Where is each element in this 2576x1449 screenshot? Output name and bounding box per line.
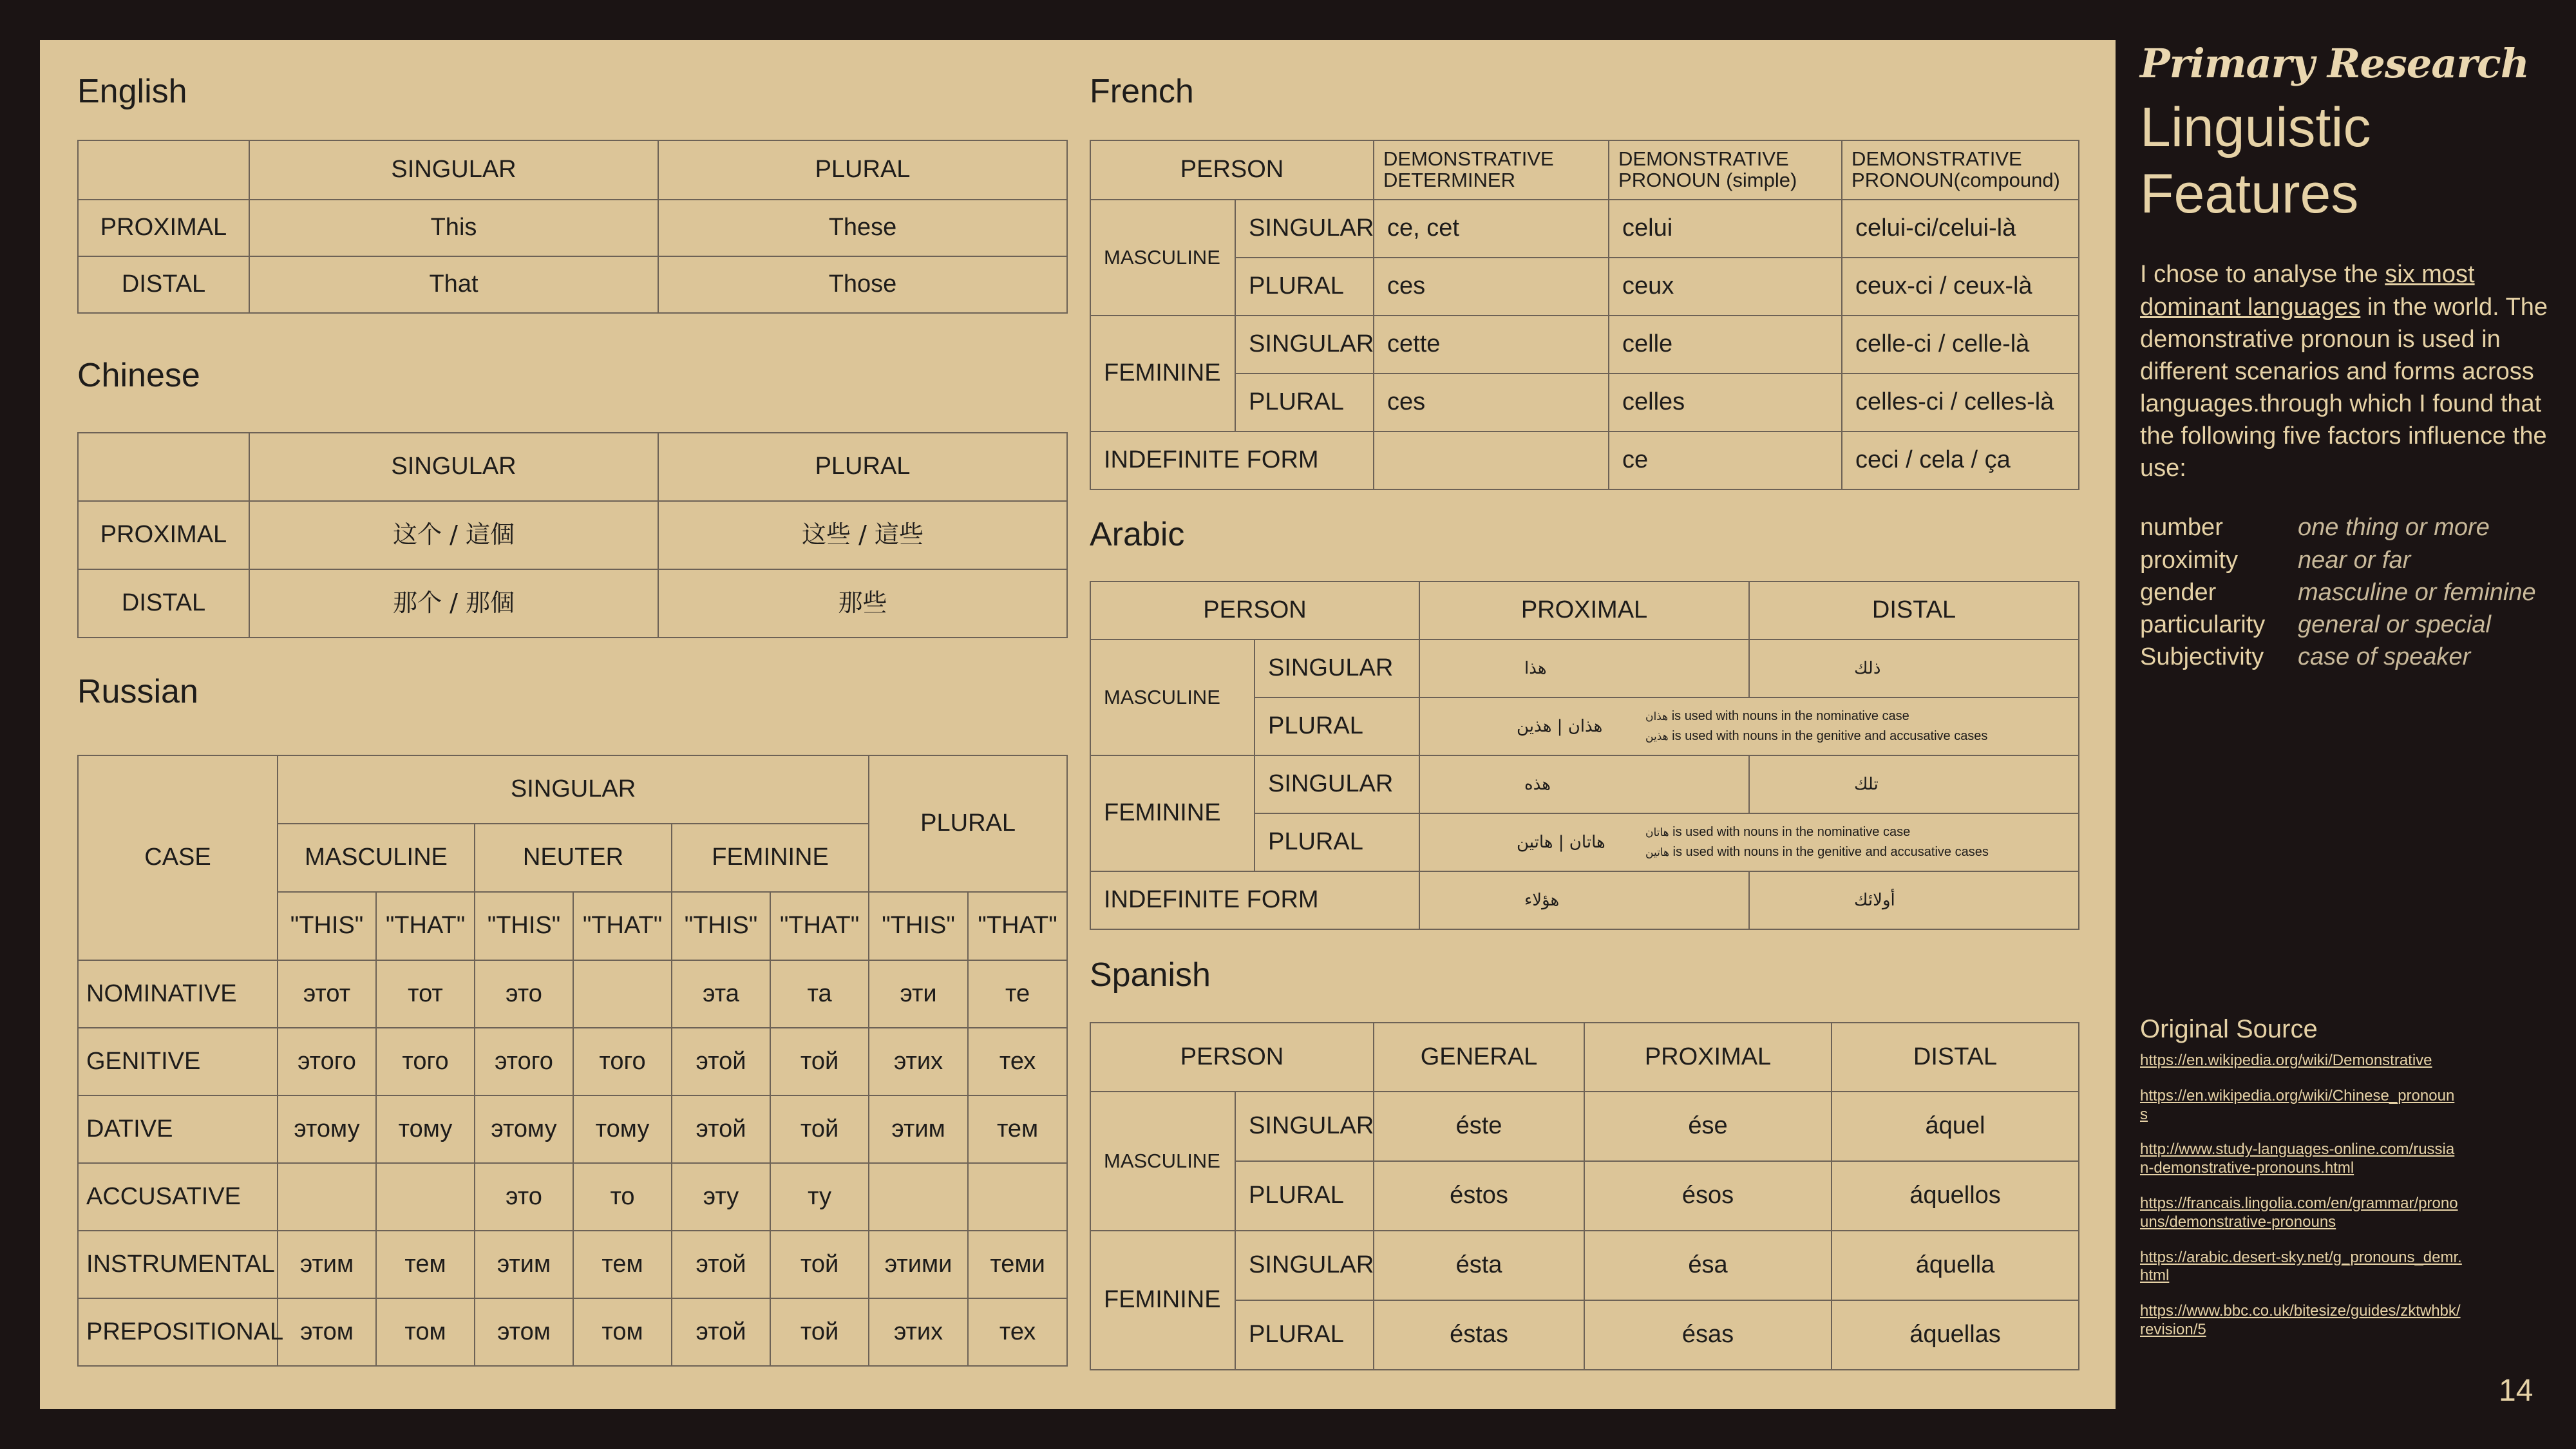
arabic-feminine-label: FEMININE bbox=[1090, 755, 1255, 871]
english-corner bbox=[78, 140, 249, 200]
arabic-cell: هذا bbox=[1419, 639, 1749, 697]
russian-that-header: "THAT" bbox=[376, 892, 475, 960]
russian-cell: том bbox=[376, 1298, 475, 1366]
factor-name: gender bbox=[2140, 578, 2217, 606]
factor-row bbox=[2140, 544, 2552, 576]
russian-cell: это bbox=[475, 960, 573, 1028]
french-cell: celle bbox=[1609, 316, 1842, 374]
spanish-distal-header: DISTAL bbox=[1832, 1023, 2079, 1092]
russian-cell: та bbox=[770, 960, 869, 1028]
spanish-masculine-label: MASCULINE bbox=[1090, 1092, 1235, 1231]
russian-cell: той bbox=[770, 1028, 869, 1095]
russian-cell: той bbox=[770, 1298, 869, 1366]
arabic-word: هذين bbox=[1645, 730, 1669, 743]
spanish-cell: áquellos bbox=[1832, 1161, 2079, 1231]
source-link[interactable]: http://www.study-languages-online.com/russian-demonstrative-pronouns.html bbox=[2140, 1141, 2455, 1177]
arabic-masc-plural-cell bbox=[1419, 697, 2079, 755]
russian-cell bbox=[968, 1163, 1067, 1231]
russian-cell: этим bbox=[475, 1231, 573, 1298]
spanish-proximal-header: PROXIMAL bbox=[1584, 1023, 1832, 1092]
arabic-person-header: PERSON bbox=[1090, 582, 1419, 639]
chinese-corner bbox=[78, 433, 249, 501]
russian-cell: этого bbox=[278, 1028, 376, 1095]
russian-cell: это bbox=[475, 1163, 573, 1231]
spanish-cell: áquella bbox=[1832, 1231, 2079, 1300]
french-indefinite-label: INDEFINITE FORM bbox=[1090, 431, 1374, 489]
russian-case-label: NOMINATIVE bbox=[78, 960, 278, 1028]
russian-cell: этом bbox=[475, 1298, 573, 1366]
russian-cell: этих bbox=[869, 1028, 968, 1095]
spanish-title: Spanish bbox=[1090, 956, 1211, 994]
french-number-label: SINGULAR bbox=[1235, 316, 1374, 374]
russian-this-header: "THIS" bbox=[672, 892, 770, 960]
russian-cell: этого bbox=[475, 1028, 573, 1095]
spanish-cell: ése bbox=[1584, 1092, 1832, 1161]
french-cell: ceux bbox=[1609, 258, 1842, 316]
russian-cell: этому bbox=[475, 1095, 573, 1163]
russian-case-label: PREPOSITIONAL bbox=[78, 1298, 278, 1366]
chinese-cell: 这个 / 這個 bbox=[249, 501, 658, 569]
russian-cell: эти bbox=[869, 960, 968, 1028]
russian-case-header: CASE bbox=[78, 755, 278, 960]
english-row-label: DISTAL bbox=[78, 256, 249, 313]
russian-gender-feminine: FEMININE bbox=[672, 824, 869, 892]
source-link[interactable]: https://www.bbc.co.uk/bitesize/guides/zktwhbk/revision/5 bbox=[2140, 1302, 2461, 1338]
french-cell: ces bbox=[1374, 258, 1609, 316]
french-masculine-label: MASCULINE bbox=[1090, 200, 1235, 316]
russian-table bbox=[77, 755, 1068, 1367]
sidebar bbox=[2140, 40, 2552, 673]
russian-cell bbox=[573, 960, 672, 1028]
chinese-table bbox=[77, 432, 1068, 638]
arabic-note: is used with nouns in the genitive and accusative cases bbox=[1672, 729, 1988, 743]
spanish-cell: ésos bbox=[1584, 1161, 1832, 1231]
russian-case-label: GENITIVE bbox=[78, 1028, 278, 1095]
french-cell: ce, cet bbox=[1374, 200, 1609, 258]
russian-gender-neuter: NEUTER bbox=[475, 824, 672, 892]
russian-cell: этом bbox=[278, 1298, 376, 1366]
arabic-number-label: SINGULAR bbox=[1255, 755, 1419, 813]
brand-logo-text: Primary Research bbox=[2140, 40, 2529, 87]
french-cell: celui bbox=[1609, 200, 1842, 258]
spanish-cell: ésa bbox=[1584, 1231, 1832, 1300]
arabic-notes bbox=[1645, 822, 1989, 862]
russian-cell bbox=[278, 1163, 376, 1231]
russian-gender-masculine: MASCULINE bbox=[278, 824, 475, 892]
factor-name: Subjectivity bbox=[2140, 643, 2264, 671]
russian-case-label: DATIVE bbox=[78, 1095, 278, 1163]
french-cell: celle-ci / celle-là bbox=[1842, 316, 2079, 374]
arabic-forms: هذان | هذين bbox=[1517, 716, 1603, 736]
spanish-general-header: GENERAL bbox=[1374, 1023, 1584, 1092]
russian-case-label: ACCUSATIVE bbox=[78, 1163, 278, 1231]
french-number-label: PLURAL bbox=[1235, 258, 1374, 316]
arabic-number-label: PLURAL bbox=[1255, 697, 1419, 755]
arabic-number-label: SINGULAR bbox=[1255, 639, 1419, 697]
arabic-word: هاتين bbox=[1645, 846, 1669, 859]
russian-cell: этой bbox=[672, 1231, 770, 1298]
french-person-header: PERSON bbox=[1090, 140, 1374, 200]
russian-cell: эта bbox=[672, 960, 770, 1028]
english-cell: This bbox=[249, 200, 658, 256]
factor-description: masculine or feminine bbox=[2298, 578, 2536, 606]
russian-cell: этими bbox=[869, 1231, 968, 1298]
factor-description: one thing or more bbox=[2298, 514, 2490, 542]
russian-cell: тот bbox=[376, 960, 475, 1028]
english-col-singular: SINGULAR bbox=[249, 140, 658, 200]
page-title-line: Linguistic bbox=[2140, 97, 2371, 158]
intro-link[interactable]: six most dominant languages bbox=[2140, 261, 2475, 321]
spanish-cell: ésta bbox=[1374, 1231, 1584, 1300]
arabic-forms: هاتان | هاتين bbox=[1517, 832, 1605, 852]
russian-cell bbox=[869, 1163, 968, 1231]
russian-cell: тем bbox=[376, 1231, 475, 1298]
russian-cell: этой bbox=[672, 1095, 770, 1163]
russian-cell: этим bbox=[869, 1095, 968, 1163]
french-cell: ce bbox=[1609, 431, 1842, 489]
spanish-number-label: SINGULAR bbox=[1235, 1092, 1374, 1161]
russian-that-header: "THAT" bbox=[968, 892, 1067, 960]
russian-cell: той bbox=[770, 1095, 869, 1163]
arabic-cell: تلك bbox=[1749, 755, 2079, 813]
russian-cell: этот bbox=[278, 960, 376, 1028]
russian-that-header: "THAT" bbox=[573, 892, 672, 960]
arabic-proximal-header: PROXIMAL bbox=[1419, 582, 1749, 639]
factor-row bbox=[2140, 576, 2552, 609]
factor-row bbox=[2140, 641, 2552, 673]
russian-that-header: "THAT" bbox=[770, 892, 869, 960]
arabic-cell: هذه bbox=[1419, 755, 1749, 813]
page-title-line: Features bbox=[2140, 163, 2359, 225]
russian-cell: этих bbox=[869, 1298, 968, 1366]
sources-block bbox=[2140, 1015, 2462, 1356]
arabic-distal-header: DISTAL bbox=[1749, 582, 2079, 639]
arabic-number-label: PLURAL bbox=[1255, 813, 1419, 871]
arabic-indefinite-label: INDEFINITE FORM bbox=[1090, 871, 1419, 929]
source-link[interactable]: https://francais.lingolia.com/en/grammar/pronouns/demonstrative-pronouns bbox=[2140, 1194, 2458, 1231]
english-cell: Those bbox=[658, 256, 1067, 313]
factor-description: general or special bbox=[2298, 611, 2491, 638]
spanish-cell: ésas bbox=[1584, 1300, 1832, 1370]
arabic-fem-plural-cell bbox=[1419, 813, 2079, 871]
chinese-col-singular: SINGULAR bbox=[249, 433, 658, 501]
french-pronoun-simple-header: DEMONSTRATIVE PRONOUN (simple) bbox=[1609, 140, 1842, 200]
factor-list bbox=[2140, 511, 2552, 673]
arabic-table bbox=[1090, 581, 2079, 930]
russian-cell: тем bbox=[968, 1095, 1067, 1163]
spanish-number-label: PLURAL bbox=[1235, 1161, 1374, 1231]
spanish-cell: áquellas bbox=[1832, 1300, 2079, 1370]
french-table bbox=[1090, 140, 2079, 490]
russian-cell: том bbox=[573, 1298, 672, 1366]
spanish-cell: éstas bbox=[1374, 1300, 1584, 1370]
source-link[interactable]: https://arabic.desert-sky.net/g_pronouns_demr.html bbox=[2140, 1248, 2462, 1285]
russian-cell: тем bbox=[573, 1231, 672, 1298]
chinese-title: Chinese bbox=[77, 357, 200, 394]
russian-title: Russian bbox=[77, 673, 198, 710]
english-cell: These bbox=[658, 200, 1067, 256]
source-link[interactable]: https://en.wikipedia.org/wiki/Demonstrative bbox=[2140, 1052, 2432, 1069]
chinese-cell: 这些 / 這些 bbox=[658, 501, 1067, 569]
english-col-plural: PLURAL bbox=[658, 140, 1067, 200]
arabic-note: is used with nouns in the nominative case bbox=[1672, 825, 1911, 839]
russian-cell: той bbox=[770, 1231, 869, 1298]
factor-description: near or far bbox=[2298, 546, 2411, 574]
sources-title: Original Source bbox=[2140, 1015, 2318, 1043]
russian-cell: эту bbox=[672, 1163, 770, 1231]
intro-text: in the world. The demonstrative pronoun is used in different scenarios and forms across languages.through which I found that the following five factors influence the use: bbox=[2140, 293, 2548, 482]
chinese-row-label: DISTAL bbox=[78, 569, 249, 638]
arabic-word: هاتان bbox=[1645, 826, 1669, 839]
russian-cell: тех bbox=[968, 1028, 1067, 1095]
russian-case-label: INSTRUMENTAL bbox=[78, 1231, 278, 1298]
russian-cell: те bbox=[968, 960, 1067, 1028]
spanish-number-label: PLURAL bbox=[1235, 1300, 1374, 1370]
spanish-person-header: PERSON bbox=[1090, 1023, 1374, 1092]
french-cell: celui-ci/celui-là bbox=[1842, 200, 2079, 258]
chinese-col-plural: PLURAL bbox=[658, 433, 1067, 501]
russian-cell bbox=[376, 1163, 475, 1231]
russian-cell: этой bbox=[672, 1298, 770, 1366]
arabic-note: is used with nouns in the genitive and accusative cases bbox=[1672, 845, 1989, 859]
russian-this-header: "THIS" bbox=[278, 892, 376, 960]
russian-plural-header: PLURAL bbox=[869, 755, 1067, 892]
russian-cell: того bbox=[376, 1028, 475, 1095]
french-number-label: SINGULAR bbox=[1235, 200, 1374, 258]
french-number-label: PLURAL bbox=[1235, 374, 1374, 431]
spanish-feminine-label: FEMININE bbox=[1090, 1231, 1235, 1370]
factor-name: number bbox=[2140, 514, 2223, 542]
russian-cell: то bbox=[573, 1163, 672, 1231]
french-cell: cette bbox=[1374, 316, 1609, 374]
french-title: French bbox=[1090, 73, 1194, 110]
factor-description: case of speaker bbox=[2298, 643, 2471, 671]
arabic-masculine-label: MASCULINE bbox=[1090, 639, 1255, 755]
french-pronoun-compound-header: DEMONSTRATIVE PRONOUN(compound) bbox=[1842, 140, 2079, 200]
factor-name: proximity bbox=[2140, 546, 2239, 574]
source-list bbox=[2140, 1052, 2462, 1340]
spanish-cell: éste bbox=[1374, 1092, 1584, 1161]
french-cell: ceci / cela / ça bbox=[1842, 431, 2079, 489]
arabic-cell: ذلك bbox=[1749, 639, 2079, 697]
spanish-number-label: SINGULAR bbox=[1235, 1231, 1374, 1300]
french-cell: celles-ci / celles-là bbox=[1842, 374, 2079, 431]
spanish-table bbox=[1090, 1022, 2079, 1370]
arabic-notes bbox=[1645, 706, 1987, 746]
chinese-row-label: PROXIMAL bbox=[78, 501, 249, 569]
russian-cell: этим bbox=[278, 1231, 376, 1298]
english-row-label: PROXIMAL bbox=[78, 200, 249, 256]
russian-cell: этому bbox=[278, 1095, 376, 1163]
russian-cell: тех bbox=[968, 1298, 1067, 1366]
russian-cell: этой bbox=[672, 1028, 770, 1095]
french-cell: ces bbox=[1374, 374, 1609, 431]
french-cell bbox=[1374, 431, 1609, 489]
arabic-word: هذان bbox=[1645, 710, 1669, 723]
page-title bbox=[2140, 95, 2552, 227]
french-feminine-label: FEMININE bbox=[1090, 316, 1235, 431]
arabic-cell: أولائك bbox=[1749, 871, 2079, 929]
russian-cell: ту bbox=[770, 1163, 869, 1231]
russian-cell: теми bbox=[968, 1231, 1067, 1298]
russian-this-header: "THIS" bbox=[869, 892, 968, 960]
chinese-cell: 那个 / 那個 bbox=[249, 569, 658, 638]
factor-name: particularity bbox=[2140, 611, 2266, 638]
page-number: 14 bbox=[2499, 1374, 2533, 1408]
russian-cell: тому bbox=[376, 1095, 475, 1163]
arabic-title: Arabic bbox=[1090, 516, 1185, 553]
spanish-cell: éstos bbox=[1374, 1161, 1584, 1231]
russian-this-header: "THIS" bbox=[475, 892, 573, 960]
english-title: English bbox=[77, 73, 187, 110]
source-link[interactable]: https://en.wikipedia.org/wiki/Chinese_pronouns bbox=[2140, 1086, 2455, 1123]
intro-paragraph bbox=[2140, 258, 2552, 484]
arabic-note: is used with nouns in the nominative case bbox=[1671, 709, 1909, 723]
russian-cell: того bbox=[573, 1028, 672, 1095]
spanish-cell: áquel bbox=[1832, 1092, 2079, 1161]
arabic-cell: هؤلاء bbox=[1419, 871, 1749, 929]
english-table bbox=[77, 140, 1068, 314]
french-cell: ceux-ci / ceux-là bbox=[1842, 258, 2079, 316]
russian-singular-header: SINGULAR bbox=[278, 755, 869, 824]
intro-text: I chose to analyse the bbox=[2140, 261, 2385, 289]
factor-row bbox=[2140, 609, 2552, 641]
french-cell: celles bbox=[1609, 374, 1842, 431]
russian-cell: тому bbox=[573, 1095, 672, 1163]
factor-row bbox=[2140, 511, 2552, 544]
french-determiner-header: DEMONSTRATIVE DETERMINER bbox=[1374, 140, 1609, 200]
chinese-cell: 那些 bbox=[658, 569, 1067, 638]
english-cell: That bbox=[249, 256, 658, 313]
